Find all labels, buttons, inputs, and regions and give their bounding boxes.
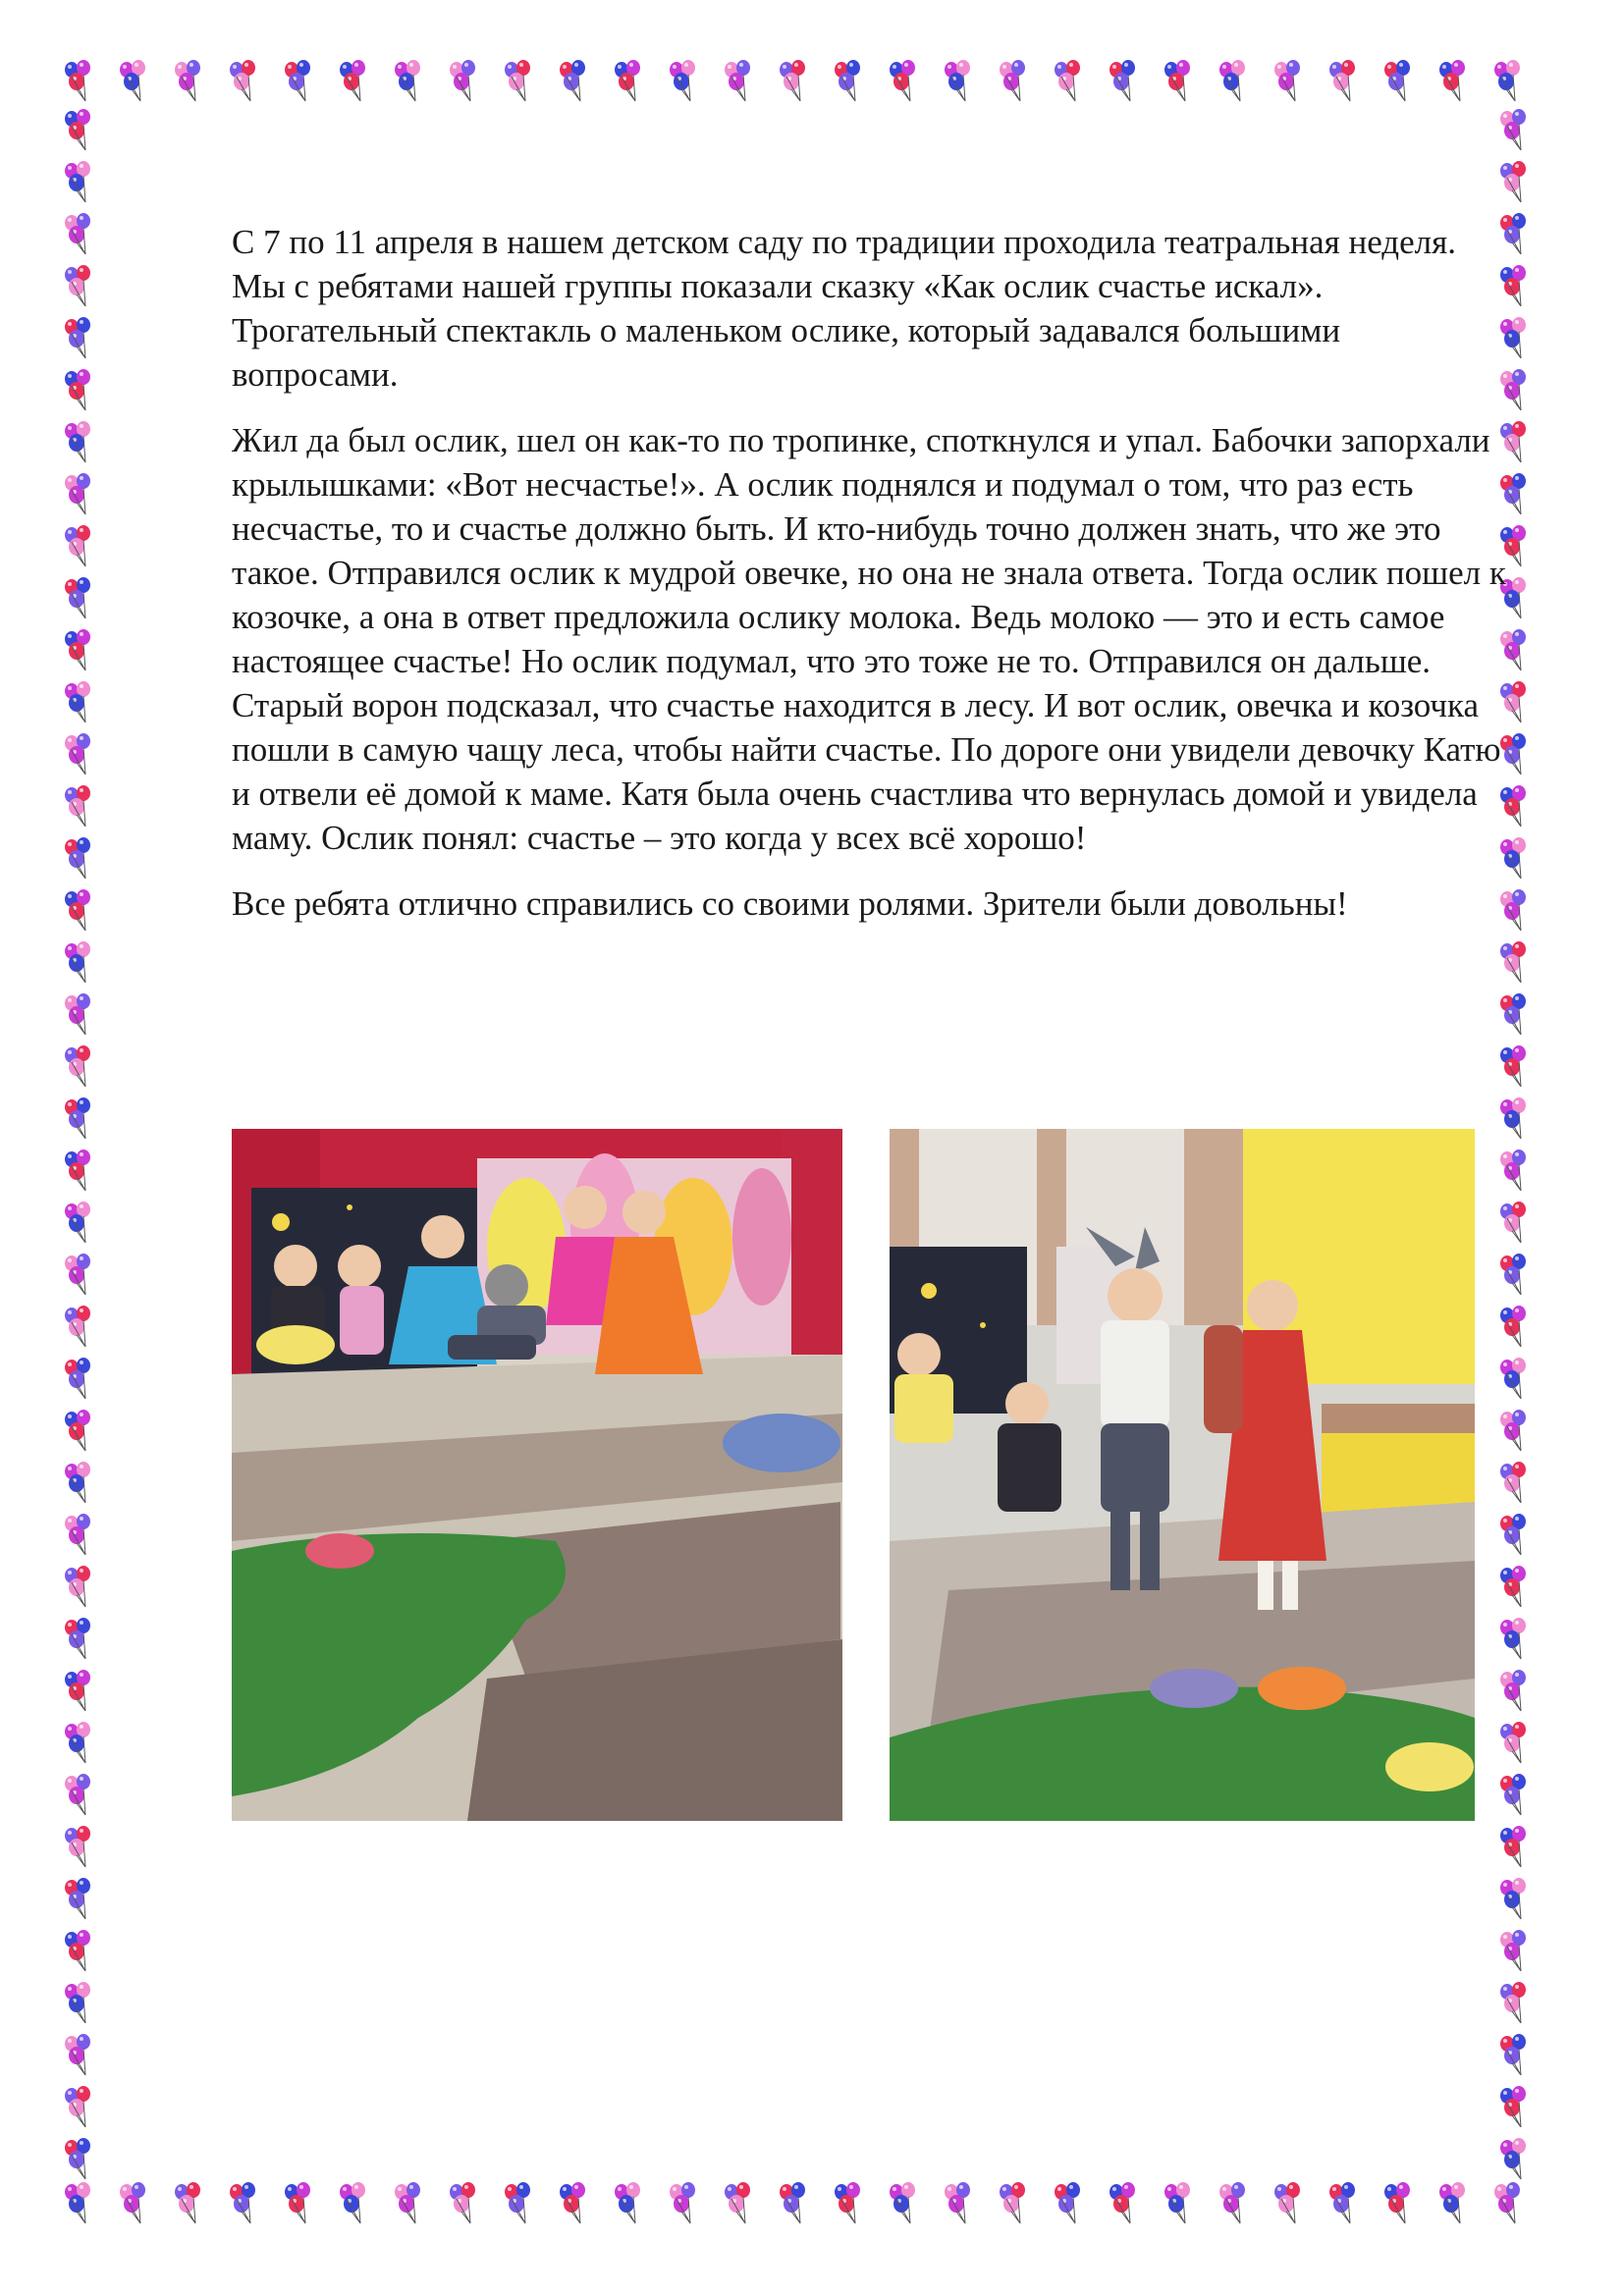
balloon-bunch-icon [65,993,90,1035]
balloon-bunch-icon [230,60,255,101]
balloon-bunch-icon [670,2182,695,2223]
balloon-bunch-icon [1500,1462,1526,1503]
balloon-bunch-icon [65,1722,90,1763]
balloon-bunch-icon [450,2182,475,2223]
balloon-bunch-icon [65,109,90,150]
balloon-bunch-icon [1384,60,1410,101]
balloon-bunch-icon [1500,993,1526,1035]
photo-donkey-and-girl-image [890,1129,1475,1821]
paragraph-story: Жил да был ослик, шел он как-то по тропинке, споткнулся и упал. Бабочки запорхали крылышками: «Вот несчастье!». А ослик поднялся и подумал о том, что раз есть несчастье, то и счастье должно быть. И кто-нибудь точно должен знать, что же это такое. Отправился ослик к мудрой овечке, но она не знала ответа. Тогда ослик пошел к козочке, а она в ответ предложила ослику молока. Ведь молоко — это и есть самое настоящее счастье! Но ослик подумал, что это тоже не то. Отправился он дальше. Старый ворон подсказал, что счастье находится в лесу. И вот ослик, овечка и козочка пошли в самую чащу леса, чтобы найти счастье. По дороге они увидели девочку Катю и отвели её домой к маме. Катя была очень счастлива что вернулась домой и увидела маму. Ослик понял: счастье – это когда у всех всё хорошо! [232,421,1506,857]
balloon-bunch-icon [1000,60,1025,101]
balloon-bunch-icon [1500,1254,1526,1295]
photo-donkey-and-girl [890,1129,1475,1821]
balloon-bunch-icon [505,60,530,101]
balloon-bunch-icon [890,60,915,101]
balloon-bunch-icon [615,2182,640,2223]
balloon-bunch-icon [65,1618,90,1659]
balloon-bunch-icon [1164,60,1190,101]
balloon-bunch-icon [1500,2138,1526,2179]
balloon-bunch-icon [340,2182,365,2223]
balloon-bunch-icon [65,1514,90,1555]
balloon-bunch-icon [450,60,475,101]
paragraph-intro: С 7 по 11 апреля в нашем детском саду по традиции проходила театральная неделя. Мы с ребятами нашей группы показали сказку «Как ослик счастье искал». Трогательный спектакль о маленьком ослике, который задавался большими вопросами. [232,223,1456,394]
article-text [232,220,1508,947]
balloon-bunch-icon [1500,1410,1526,1451]
balloon-bunch-icon [1500,1930,1526,1971]
balloon-bunch-icon [65,837,90,879]
balloon-bunch-icon [1055,2182,1080,2223]
balloon-bunch-icon [65,1774,90,1815]
balloon-bunch-icon [65,889,90,931]
balloon-bunch-icon [560,2182,585,2223]
balloon-bunch-icon [65,1306,90,1347]
balloon-bunch-icon [1500,2034,1526,2075]
balloon-bunch-icon [395,2182,420,2223]
balloon-bunch-icon [1219,2182,1245,2223]
balloon-bunch-icon [65,1045,90,1087]
balloon-bunch-icon [1164,2182,1190,2223]
balloon-bunch-icon [1500,1514,1526,1555]
balloon-bunch-icon [835,2182,860,2223]
balloon-bunch-icon [1384,2182,1410,2223]
balloon-bunch-icon [285,2182,310,2223]
balloon-bunch-icon [780,2182,805,2223]
balloon-bunch-icon [1500,1097,1526,1139]
balloon-bunch-icon [1500,1149,1526,1191]
balloon-bunch-icon [1000,2182,1025,2223]
balloon-bunch-icon [1500,1358,1526,1399]
balloon-border-top [59,57,1571,135]
balloon-bunch-icon [65,785,90,827]
balloon-bunch-icon [65,317,90,358]
balloon-bunch-icon [65,1254,90,1295]
balloon-border-bottom [59,2179,1571,2258]
balloon-bunch-icon [780,60,805,101]
balloon-border-left [59,57,137,2256]
balloon-bunch-icon [65,941,90,983]
balloon-bunch-icon [65,629,90,670]
balloon-bunch-icon [65,1358,90,1399]
balloon-bunch-icon [1109,2182,1135,2223]
photo-fairy-dance-image [232,1129,842,1821]
balloon-bunch-icon [1500,941,1526,983]
balloon-bunch-icon [1439,2182,1465,2223]
balloon-bunch-icon [65,369,90,410]
balloon-bunch-icon [1439,60,1465,101]
balloon-bunch-icon [65,1878,90,1919]
balloon-bunch-icon [1274,60,1300,101]
balloon-bunch-icon [670,60,695,101]
balloon-bunch-icon [65,1670,90,1711]
balloon-bunch-icon [65,1201,90,1243]
balloon-bunch-icon [65,681,90,722]
balloon-bunch-icon [1500,1201,1526,1243]
balloon-bunch-icon [835,60,860,101]
balloon-bunch-icon [1329,2182,1355,2223]
balloon-bunch-icon [65,161,90,202]
balloon-bunch-icon [945,60,970,101]
balloon-bunch-icon [1500,161,1526,202]
balloon-bunch-icon [725,2182,750,2223]
balloon-bunch-icon [65,2138,90,2179]
balloon-bunch-icon [65,1149,90,1191]
balloon-bunch-icon [1219,60,1245,101]
balloon-bunch-icon [615,60,640,101]
paragraph-conclusion: Все ребята отлично справились со своими ролями. Зрители были довольны! [232,884,1348,923]
balloon-bunch-icon [1500,1670,1526,1711]
balloon-bunch-icon [1109,60,1135,101]
balloon-bunch-icon [65,1462,90,1503]
balloon-bunch-icon [65,473,90,514]
balloon-bunch-icon [945,2182,970,2223]
balloon-bunch-icon [1500,1878,1526,1919]
balloon-bunch-icon [65,1566,90,1607]
balloon-bunch-icon [505,2182,530,2223]
balloon-bunch-icon [1500,1722,1526,1763]
balloon-bunch-icon [1329,60,1355,101]
balloon-bunch-icon [340,60,365,101]
balloon-bunch-icon [65,1097,90,1139]
balloon-bunch-icon [285,60,310,101]
balloon-bunch-icon [1500,109,1526,150]
balloon-bunch-icon [725,60,750,101]
balloon-bunch-icon [65,525,90,566]
balloon-bunch-icon [1055,60,1080,101]
balloon-bunch-icon [65,733,90,774]
balloon-bunch-icon [65,265,90,306]
balloon-bunch-icon [230,2182,255,2223]
balloon-bunch-icon [1500,1566,1526,1607]
balloon-bunch-icon [175,60,200,101]
balloon-bunch-icon [1500,1774,1526,1815]
balloon-bunch-icon [65,2086,90,2127]
balloon-bunch-icon [65,213,90,254]
balloon-bunch-icon [1500,1618,1526,1659]
balloon-bunch-icon [560,60,585,101]
balloon-bunch-icon [1500,2086,1526,2127]
balloon-bunch-icon [65,421,90,462]
balloon-bunch-icon [175,2182,200,2223]
balloon-bunch-icon [65,1982,90,2023]
balloon-bunch-icon [65,1410,90,1451]
balloon-bunch-icon [65,1930,90,1971]
balloon-bunch-icon [1274,2182,1300,2223]
balloon-bunch-icon [1500,1826,1526,1867]
balloon-bunch-icon [1500,1045,1526,1087]
balloon-bunch-icon [395,60,420,101]
balloon-bunch-icon [65,2034,90,2075]
balloon-bunch-icon [890,2182,915,2223]
photo-fairy-dance [232,1129,842,1821]
balloon-bunch-icon [65,577,90,618]
balloon-bunch-icon [1500,1306,1526,1347]
balloon-bunch-icon [65,1826,90,1867]
balloon-bunch-icon [1500,1982,1526,2023]
